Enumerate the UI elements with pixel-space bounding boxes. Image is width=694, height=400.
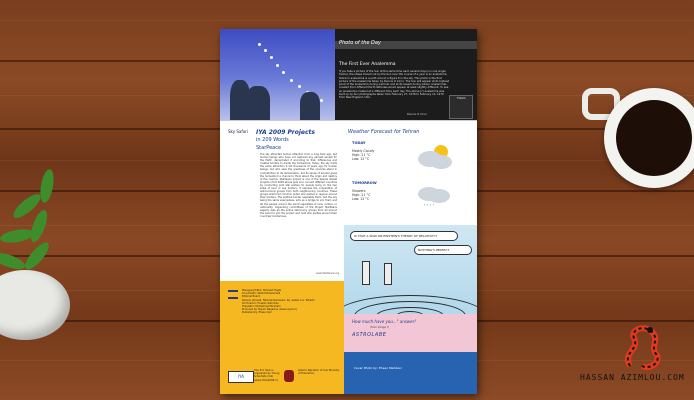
iran-emblem-icon [284,370,294,382]
cover-credit: Cover Photo by: Ehsan Mahdavi [354,366,402,370]
iya-logo [228,371,254,383]
credits-box [220,281,344,394]
plant-leaves [0,160,70,290]
credit-line: Coordinator: Nahid Mohammadi [242,292,281,296]
credit-line: Published by: Ehsan Dari [242,311,272,315]
photo-of-day-panel [335,29,477,120]
credit-line: Translator: Mohammad Mirshahi [242,305,281,309]
tomorrow-condition: Showers [352,189,366,193]
weather-today-details [352,149,374,162]
today-condition: Mostly Cloudy [352,149,375,153]
cover-credit-bar [344,352,477,394]
analemma-photo [220,29,335,120]
scientist-figure [384,263,392,285]
article-section: StarPeace [256,145,282,151]
weather-tomorrow-label: TOMORROW [352,181,377,185]
article-title-line2: in 209 Words [256,137,289,143]
article-subtitle [256,137,289,143]
showers-icon: ' ' ' ' [418,185,452,211]
potd-credit: Dennis di Cicco [407,113,427,116]
astrolabe-brand: ASTROLABE [352,332,387,338]
coffee [616,100,692,176]
tomorrow-high: High: 21 °C [352,193,371,198]
quote-text: How much have you..." answer! [352,319,416,324]
weather-title: Weather Forecast for Tehran [348,129,420,135]
iya-label: IYA [237,374,245,379]
tomorrow-low: Low: 12 °C [352,197,370,202]
potd-subtitle: The First Ever Analemma [339,62,396,67]
logo-label: Sky Safari [228,129,248,134]
ministry-text: Islamic Republic of Iran Ministry of Education [298,369,340,376]
scientist-figure [362,261,370,285]
today-high: High: 21 °C [352,153,371,158]
newsletter-page [220,29,477,394]
twan-label: TWAN [456,96,466,100]
speech-bubble-1: IS THAT A SIGN ON EINSTEIN'S THEORY OF RELATIVITY? [350,231,458,241]
credit-line: Managing Editor: Rohollah Haghi [242,289,282,292]
logo-icon [620,322,668,372]
weather-tomorrow-details [352,189,370,202]
article-title: IYA 2009 Projects [256,129,315,136]
credit-line: Editorial Board: [242,295,261,299]
twan-badge [449,95,473,119]
partly-cloudy-icon [418,145,452,171]
credit-line: Produced by: Nojum Magazine (www.nojum.ir) [242,308,298,312]
article-body: The sky attracted human attention from a long time ago, but human beings who have not captured any earnest except for the Earth, demarcated it according to their differences and created borders to divide the humankind. Today, the sky holds the same attraction it did thousands of years ago for human beings, but who sees the greatness of the universe stand in contradiction to its demarcation, but its sense of wonder gives the humankind a chance to think about the origin and destiny of the cosmos. StarPeace project is one of the Special Global projects of IYA 2009 whose goal is to connect different countries by conducting joint star parties for people living on the two sides of land or sea borders. It requires the cooperation of astronomical groups from both neighbouring countries. These groups shall hold common public star parties in regions around their borders. The political border separates them, but the sky being the same everywhere, acts as a bridge to join them and let the people around the world regardless of race, culture, or nationality. Organizing committees of the Project StarPeace eagerly asks all the active astronomy groups from all around the world to join the project and hold star parties around their countries' borderlines. [260,153,338,218]
credits-list [242,289,315,315]
watermark-text: HASSAN AZIMLOU.COM [580,373,685,382]
divider [220,120,477,121]
quote-source: (from image ?) [370,326,390,329]
coffee-mug [604,88,694,188]
potd-body: If you take a picture of the Sun at the same time each several days (on one single frame), the shape traced out by the Sun over the course of a year is an analemma. Tehran's analemma is a path around a figure 8 in the sky. This photo is the first picture of the analemma taken by Dennis di Cicco. The Sun will appear at its highest point of the analemma during summer and at its lowest during winter. Analemmas created from different Earth latitudes would appear at least slightly different. To see an analemma created at a different time each day. The above (?) analemma was built up by Sun photographs taken from February 27, 1978 to February 12, 1979 from New England, USA. [339,70,449,100]
sky-safari-logo [228,129,250,145]
organizer-text: The 3rd IYAA is organized by Young Scientists Club (www.IYAA2009.ir) [254,369,280,382]
article-url: www.StarPeace.org [316,272,340,275]
potd-title: Photo of the Day [339,40,381,46]
credit-line: Art Director: Hossein Rahimian [242,301,279,305]
speech-bubble-2: NOTHING'S PERFECT [414,245,472,255]
credit-line: Kamran Ahmadi, Fahimeh Ramezani, N.J. Sadat, S.A. Tafreshi [242,298,315,302]
weather-today-label: TODAY [352,141,366,145]
today-low: Low: 12 °C [352,157,370,162]
